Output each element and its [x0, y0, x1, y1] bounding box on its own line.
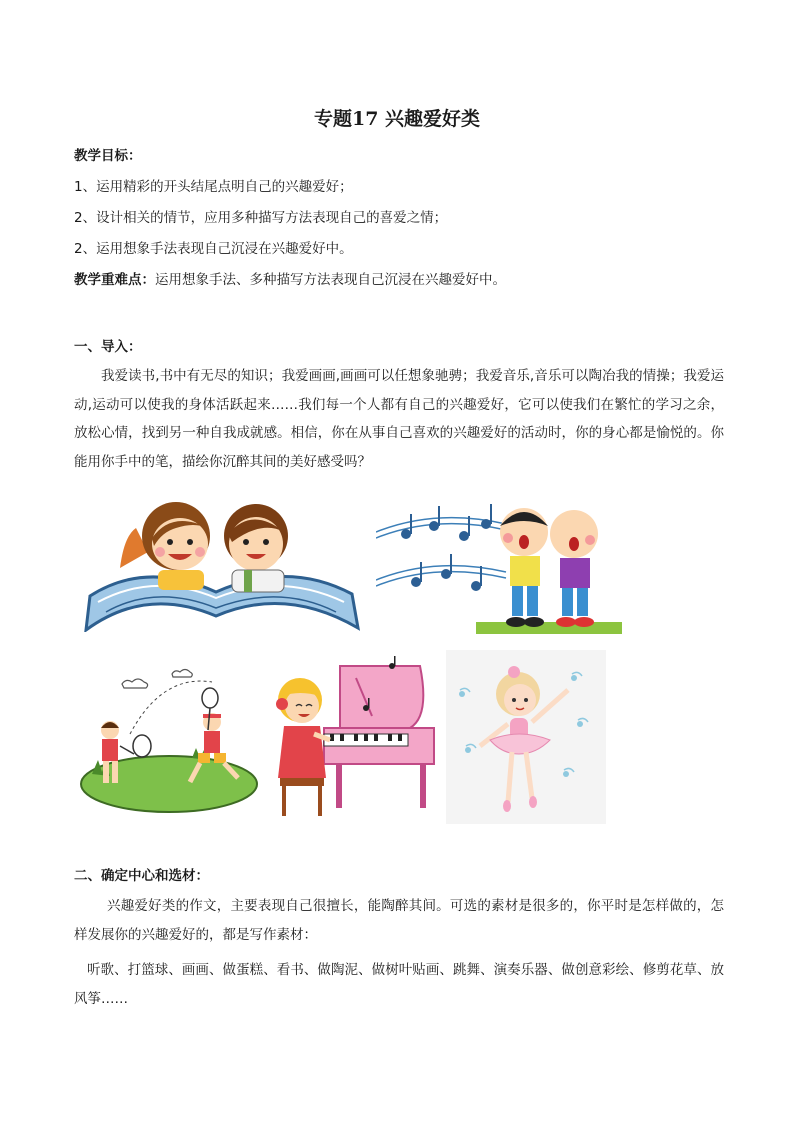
- goal-item-1: 1、运用精彩的开头结尾点明自己的兴趣爱好；: [74, 179, 353, 195]
- goal-item-3: 2、运用想象手法表现自己沉浸在兴趣爱好中。: [74, 241, 353, 257]
- page-title: 专题17 兴趣爱好类: [313, 108, 481, 130]
- section1-heading: 一、导入：: [74, 339, 142, 355]
- ballet-image: [446, 650, 606, 824]
- goals-heading: 教学目标：: [74, 148, 142, 164]
- piano-image: [270, 656, 438, 822]
- difficulty-label: 教学重难点：: [74, 272, 155, 288]
- singing-children-image: [376, 502, 622, 634]
- section2-paragraph-1: 兴趣爱好类的作文，主要表现自己很擅长，能陶醉其间。可选的素材是很多的，你平时是怎样做的，怎样发展你的兴趣爱好的，都是写作素材：: [74, 898, 724, 943]
- section2-paragraph-2: 听歌、打篮球、画画、做蛋糕、看书、做陶泥、做树叶贴画、跳舞、演奏乐器、做创意彩绘、修剪花草、放风筝……: [74, 962, 724, 1007]
- difficulty-line: [74, 270, 506, 290]
- difficulty-text: 运用想象手法、多种描写方法表现自己沉浸在兴趣爱好中。: [155, 272, 506, 288]
- badminton-image: [72, 634, 262, 824]
- section1-paragraph: 我爱读书,书中有无尽的知识；我爱画画,画画可以任想象驰骋；我爱音乐,音乐可以陶冶我的情操；我爱运动,运动可以使我的身体活跃起来……我们每一个人都有自己的兴趣爱好，它可以使我们在繁忙的学习之余，放松心情，找到另一种自我成就感。相信，你在从事自己喜欢的兴趣爱好的活动时，你的身心都是愉悦的。你能用你手中的笔，描绘你沉醉其间的美好感受吗？: [74, 368, 724, 470]
- reading-children-image: [76, 498, 366, 632]
- section2-heading: 二、确定中心和选材：: [74, 868, 209, 884]
- goal-item-2: 2、设计相关的情节，应用多种描写方法表现自己的喜爱之情；: [74, 210, 448, 226]
